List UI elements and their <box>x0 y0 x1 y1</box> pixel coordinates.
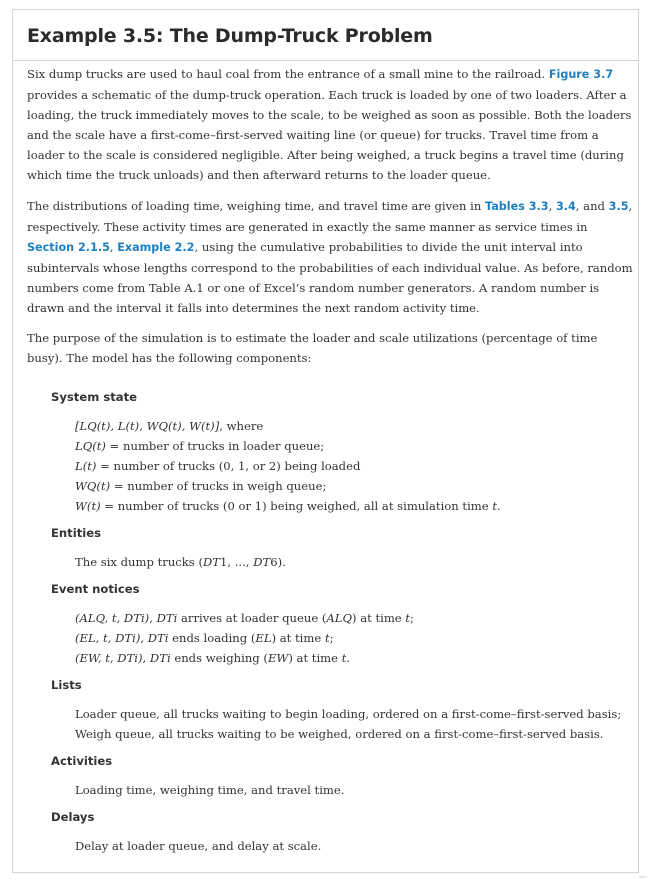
system-state-line: [LQ(t), L(t), WQ(t), W(t)], where <box>75 419 264 433</box>
system-state-body <box>75 416 635 516</box>
system-state-line: LQ(t) = number of trucks in loader queue; <box>75 439 325 453</box>
paragraph-purpose: The purpose of the simulation is to estimate the loader and scale utilizations (percentage of time busy). The model has the following components: <box>27 331 598 365</box>
activities-heading: Activities <box>51 754 113 768</box>
tables-3-3-link[interactable]: Tables 3.3 <box>485 200 549 213</box>
title-divider <box>13 60 638 61</box>
delays-heading: Delays <box>51 810 95 824</box>
example-title: Example 3.5: The Dump-Truck Problem <box>27 25 433 47</box>
table-3-4-link[interactable]: 3.4 <box>555 200 576 213</box>
list-line: Loader queue, all trucks waiting to begin loading, ordered on a first-come–first-served basis; <box>75 707 622 721</box>
section-2-1-5-link[interactable]: Section 2.1.5 <box>27 241 110 254</box>
event-notices-heading: Event notices <box>51 582 140 596</box>
system-state-line: W(t) = number of trucks (0 or 1) being weighed, all at simulation time t. <box>75 499 501 513</box>
system-state-line: L(t) = number of trucks (0, 1, or 2) being loaded <box>75 459 361 473</box>
lists-body <box>75 704 635 744</box>
entities-heading: Entities <box>51 526 101 540</box>
paragraph-distributions: The distributions of loading time, weighing time, and travel time are given in Tables 3.3, 3.4, and 3.5, respectively. These activity times are generated in exactly the same manner as service times in Section 2.1.5, Example 2.2, using the cumulative probabilities to divide the unit interval into subintervals whose lengths correspond to the probabilities of each individual value. As before, random numbers come from Table A.1 or one of Excel’s random number generators. A random number is drawn and the interval it falls into determines the next random activity time. <box>27 199 633 315</box>
delays-body: Delay at loader queue, and delay at scale. <box>75 839 322 853</box>
system-state-heading: System state <box>51 390 138 404</box>
event-notices-body <box>75 608 635 668</box>
entities-body: The six dump trucks (DT1, ..., DT6). <box>75 555 286 569</box>
list-line: Weigh queue, all trucks waiting to be weighed, ordered on a first-come–first-served basis. <box>75 727 604 741</box>
table-3-5-link[interactable]: 3.5 <box>608 200 629 213</box>
event-notice-line: (ALQ, t, DTi), DTi arrives at loader queue (ALQ) at time t; <box>75 611 414 625</box>
system-state-line: WQ(t) = number of trucks in weigh queue; <box>75 479 327 493</box>
activities-body: Loading time, weighing time, and travel time. <box>75 783 345 797</box>
lists-heading: Lists <box>51 678 82 692</box>
figure-3-7-link[interactable]: Figure 3.7 <box>548 68 614 81</box>
example-box <box>12 9 639 873</box>
paragraph-intro: Six dump trucks are used to haul coal from the entrance of a small mine to the railroad. Figure 3.7 provides a schematic of the dump-truck operation. Each truck is loaded by one of two loaders. After a loading, the truck immediately moves to the scale, to be weighed as soon as possible. Both the loaders and the scale have a first-come–first-served waiting line (or queue) for trucks. Travel time from a loader to the scale is considered negligible. After being weighed, a truck begins a travel time (during which time the truck unloads) and then afterward returns to the loader queue. <box>27 67 632 182</box>
example-2-2-link[interactable]: Example 2.2 <box>117 241 195 254</box>
event-notice-line: (EL, t, DTi), DTi ends loading (EL) at time t; <box>75 631 334 645</box>
event-notice-line: (EW, t, DTi), DTi ends weighing (EW) at time t. <box>75 651 351 665</box>
page-corner-mark <box>639 876 647 878</box>
